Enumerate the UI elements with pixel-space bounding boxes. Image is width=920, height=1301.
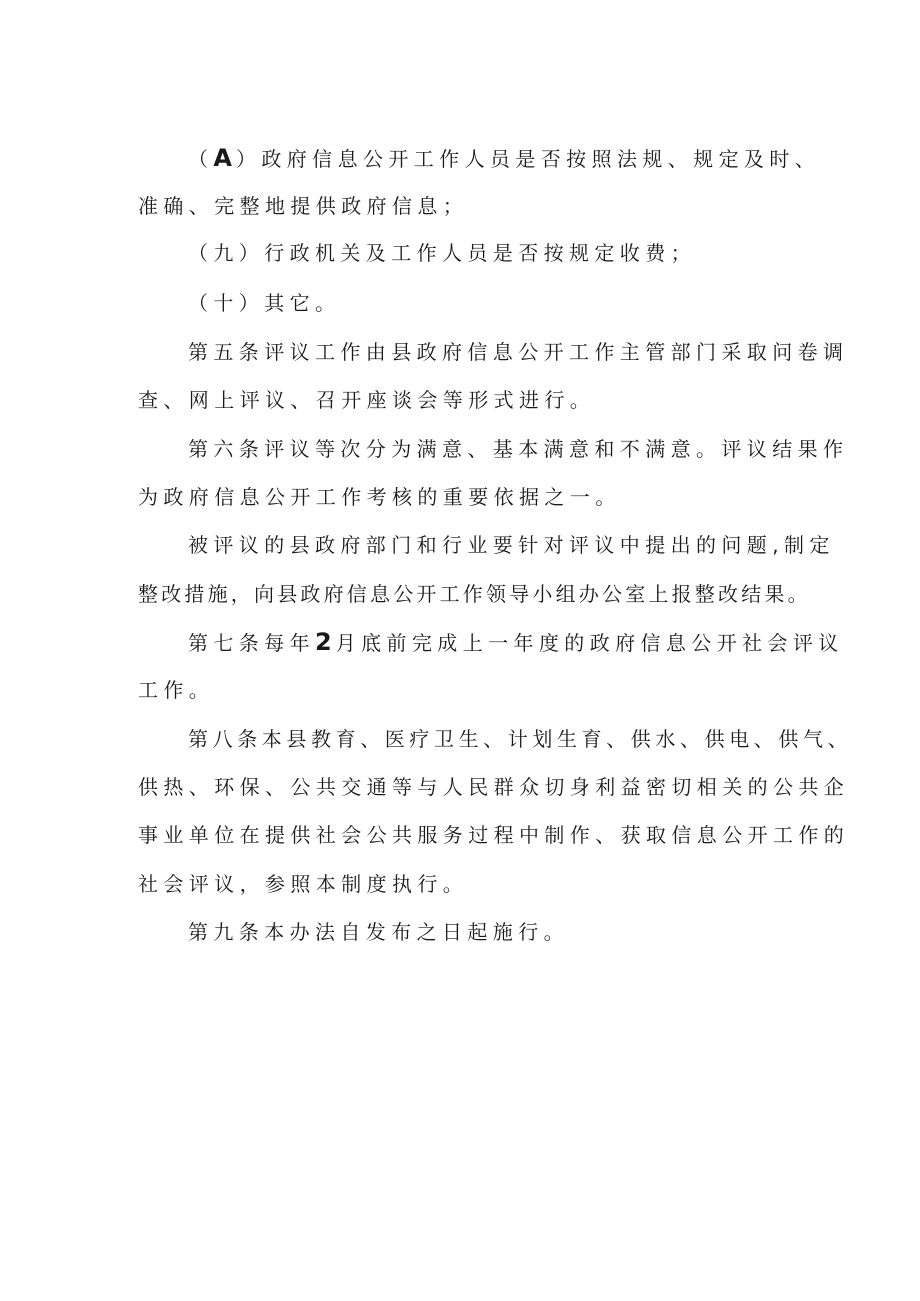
month-number: 2 <box>315 628 336 656</box>
article-7-prefix: 第七条每年 <box>188 631 315 655</box>
article-8-line-2: 供热、环保、公共交通等与人民群众切身利益密切相关的公共企 <box>138 775 850 799</box>
article-8-line-1: 第八条本县教育、医疗卫生、计划生育、供水、供电、供气、 <box>188 727 853 751</box>
article-8-line-4: 社会评议，参照本制度执行。 <box>138 872 469 896</box>
article-9: 第九条本办法自发布之日起施行。 <box>188 920 569 944</box>
paragraph-item-10: （十）其它。 <box>188 291 341 315</box>
paragraph-item-9: （九）行政机关及工作人员是否按规定收费； <box>188 241 696 265</box>
article-8-line-3: 事业单位在提供社会公共服务过程中制作、获取信息公开工作的 <box>138 823 850 847</box>
rectification-line-2: 整改措施，向县政府信息公开工作领导小组办公室上报整改结果。 <box>138 582 811 606</box>
article-7-line-1 <box>0 622 920 662</box>
paragraph-item-8-line-2: 准确、完整地提供政府信息； <box>138 194 469 218</box>
article-5-line-2: 查、网上评议、召开座谈会等形式进行。 <box>138 388 596 412</box>
rectification-line-1: 被评议的县政府部门和行业要针对评议中提出的问题,制定 <box>188 533 835 557</box>
paren-open: （ <box>188 147 214 171</box>
article-5-line-1: 第五条评议工作由县政府信息公开工作主管部门采取问卷调 <box>188 340 849 364</box>
article-6-line-1: 第六条评议等次分为满意、基本满意和不满意。评议结果作 <box>188 437 849 461</box>
article-7-text: 月底前完成上一年度的政府信息公开社会评议 <box>335 631 844 655</box>
article-6-line-2: 为政府信息公开工作考核的重要依据之一。 <box>138 485 621 509</box>
item-8-text: ）政府信息公开工作人员是否按照法规、规定及时、 <box>235 147 821 171</box>
item-mark-a: A <box>213 144 236 172</box>
paragraph-item-8-line-1 <box>0 138 920 178</box>
article-7-line-2: 工作。 <box>138 678 215 702</box>
